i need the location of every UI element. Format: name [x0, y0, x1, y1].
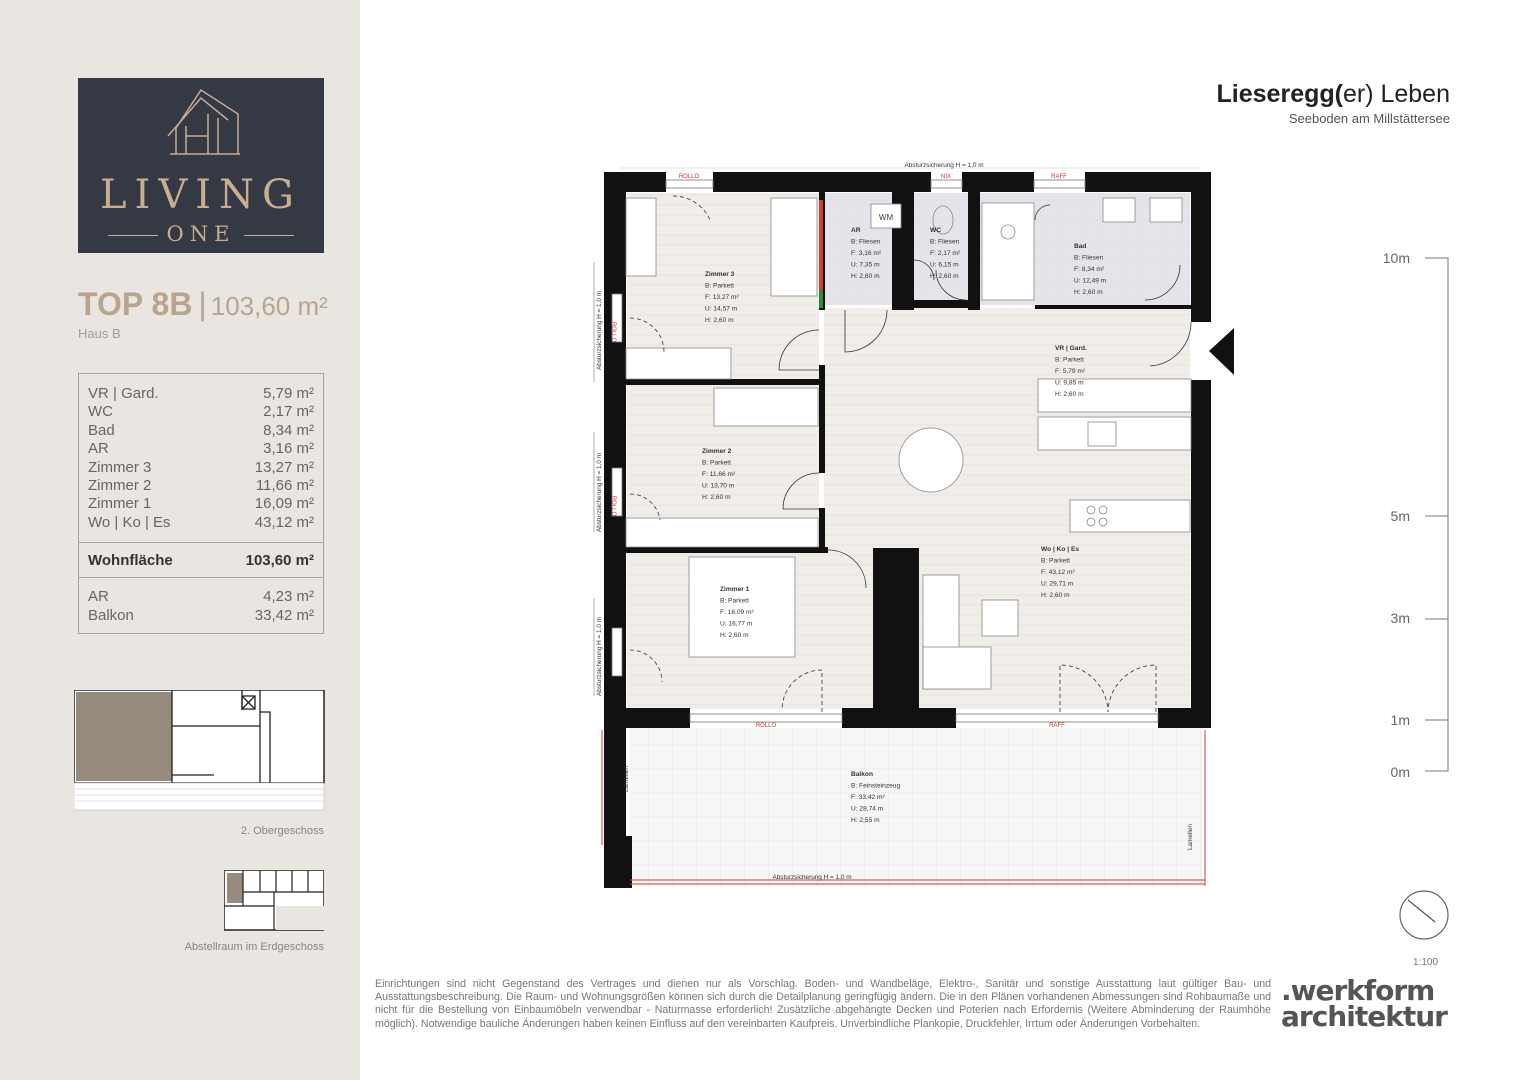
room-detail: H: 2,60 m	[702, 494, 731, 501]
room-detail: H: 2,55 m	[851, 817, 880, 824]
area-row	[79, 588, 323, 606]
area-row-value: 8,34 m²	[263, 421, 314, 439]
room-detail: B: Parkett	[702, 459, 731, 467]
room-detail: F: 8,34 m²	[1074, 266, 1105, 273]
room-detail: H: 2,60 m	[1041, 592, 1070, 599]
room-detail: B: Feinsteinzeug	[851, 782, 901, 790]
area-row-value: 13,27 m²	[254, 458, 314, 476]
room-detail: F: 33,42 m²	[851, 794, 885, 801]
room-detail: B: Fliesen	[851, 238, 881, 246]
height-scale-line	[1370, 250, 1460, 790]
room-detail: U: 16,77 m	[720, 620, 753, 628]
project-title-part2: er	[1342, 80, 1366, 108]
unit-separator: |	[198, 286, 207, 322]
area-row-label: Bad	[88, 421, 115, 439]
house-logo-icon	[78, 78, 324, 168]
project-title-part3: ) Leben	[1365, 80, 1450, 108]
architect-logo-line1: .werkform	[1281, 974, 1435, 1007]
room-detail: U: 29,71 m	[1041, 580, 1074, 588]
wm-label: WM	[878, 213, 894, 222]
lamellen-label-2: Lamellen	[1187, 824, 1194, 850]
storage-keyplan	[224, 870, 324, 932]
room-detail: H: 2,60 m	[720, 632, 749, 639]
unit-heading	[78, 286, 328, 323]
area-row	[79, 495, 323, 513]
entrance-arrow-icon	[1209, 328, 1234, 375]
unit-area: 103,60 m²	[210, 291, 328, 321]
room-detail: F: 16,09 m²	[720, 609, 754, 616]
area-total-label: Wohnfläche	[88, 552, 173, 570]
room-name: AR	[851, 227, 861, 234]
north-arrow-icon	[1399, 890, 1451, 942]
scale-10m: 10m	[1382, 250, 1410, 266]
room-detail: H: 2,60 m	[705, 317, 734, 324]
area-row	[79, 477, 323, 495]
svg-text:ROLLO: ROLLO	[610, 495, 616, 517]
area-row	[79, 607, 323, 625]
room-detail: H: 2,60 m	[1055, 391, 1084, 398]
scale-1m: 1m	[1390, 712, 1410, 728]
room-name: Balkon	[851, 771, 873, 778]
room-name: Zimmer 1	[720, 586, 750, 593]
architect-logo-line2: architektur	[1281, 1000, 1447, 1033]
room-detail: F: 13,27 m²	[705, 294, 739, 301]
railing-top-label: Absturzsicherung H = 1,0 m	[904, 162, 984, 169]
house-label: Haus B	[78, 326, 121, 341]
railing-bottom-label: Absturzsicherung H = 1,0 m	[772, 874, 852, 881]
project-title-part1: Lieseregg(	[1216, 80, 1343, 108]
logo-word-living: LIVING	[99, 172, 302, 218]
room-name: Bad	[1074, 243, 1087, 250]
area-row-label: Balkon	[88, 606, 134, 624]
area-row-value: 3,16 m²	[263, 440, 314, 458]
architect-logo	[1281, 974, 1451, 1033]
room-detail: F: 5,79 m²	[1055, 368, 1086, 375]
room-detail: B: Fliesen	[1074, 254, 1104, 262]
area-row-label: Zimmer 3	[88, 458, 152, 476]
room-detail: H: 2,60 m	[851, 273, 880, 280]
logo-word-one: ONE	[166, 222, 236, 246]
living-one-logo	[78, 78, 324, 253]
room-detail: U: 14,57 m	[705, 305, 738, 313]
floor-plan	[560, 150, 1260, 895]
room-name: Zimmer 3	[705, 271, 735, 278]
floor-keyplan	[74, 690, 326, 812]
room-detail: U: 7,35 m	[851, 261, 880, 269]
area-rows	[79, 374, 323, 542]
room-detail: H: 2,60 m	[1074, 289, 1103, 296]
lamellen-label-1: Lamellen	[623, 766, 630, 792]
scale-ratio: 1:100	[1413, 957, 1439, 968]
rollo-label-2: ROLLO	[755, 723, 777, 729]
room-detail: U: 6,15 m	[930, 261, 959, 269]
raff-label-2: RAFF	[1049, 723, 1065, 729]
rollo-label-1: ROLLO	[678, 174, 700, 180]
area-row-value: 4,23 m²	[263, 588, 314, 606]
project-title	[1217, 80, 1450, 109]
railing-side-label-3: Absturzsicherung H = 1,0 m	[596, 616, 603, 696]
railing-side-label-1: Absturzsicherung H = 1,0 m	[596, 290, 603, 370]
room-detail: F: 43,12 m²	[1041, 569, 1075, 576]
room-detail: F: 3,16 m²	[851, 250, 882, 257]
room-detail: B: Parkett	[1055, 356, 1084, 364]
room-detail: U: 13,70 m	[702, 482, 735, 490]
room-detail: B: Parkett	[1041, 557, 1070, 565]
room-detail: U: 12,49 m	[1074, 277, 1107, 285]
disclaimer-text: Einrichtungen sind nicht Gegenstand des Vertrages und dienen nur als Vorschlag. Boden- und Wandbeläge, Elektro-, Sanitär und sonstige Ausstattung laut gültiger Bau- und Ausstattungsbeschreibung. Die Raum- und Wohnungsgrößen können sich durch die Detailplanung geringfügig ändern. Die in den Plänen vorhandenen Abmessungen sind Rohbaumaße und nicht für die Bestellung von Einbaumöbeln verwendbar - Naturmasse erforderlich! Zusätzliche abgehängte Decken und Poterien nach Erfordernis (Weitere Abminderung der Raumhöhe möglich). Notwendige bauliche Änderungen haben keinen Einfluss auf den vereinbarten Kaufpreis. Unverbindliche Plankopie, Druckfehler, Irrtum oder Änderungen Vorbehalten.	[375, 978, 1271, 1030]
room-detail: U: 28,74 m	[851, 805, 884, 813]
area-row-value: 11,66 m²	[255, 476, 314, 494]
scale-3m: 3m	[1390, 610, 1410, 626]
room-name: VR | Gard.	[1055, 345, 1087, 352]
area-row-label: VR | Gard.	[88, 385, 159, 402]
area-row-value: 5,79 m²	[263, 385, 314, 402]
room-detail: H: 2,60 m	[930, 273, 959, 280]
room-name: Wo | Ko | Es	[1041, 546, 1080, 553]
room-detail: B: Parkett	[720, 597, 749, 605]
area-row-label: AR	[88, 588, 109, 606]
area-row	[79, 459, 323, 477]
area-total-value: 103,60 m²	[245, 552, 314, 570]
area-row-label: WC	[88, 403, 113, 421]
storage-caption: Abstellraum im Erdgeschoss	[184, 941, 324, 953]
raff-label-1: RAFF	[1051, 174, 1067, 180]
sidebar	[0, 0, 360, 1080]
area-row-label: Wo | Ko | Es	[88, 513, 171, 531]
area-extra-rows	[79, 578, 323, 633]
area-row-label: Zimmer 2	[88, 476, 152, 494]
area-row	[79, 385, 323, 403]
area-row	[79, 422, 323, 440]
room-detail: B: Parkett	[705, 282, 734, 290]
svg-text:ROLLO: ROLLO	[610, 321, 616, 343]
room-name: Zimmer 2	[702, 448, 732, 455]
area-row	[79, 514, 323, 532]
room-detail: F: 2,17 m²	[930, 250, 961, 257]
room-detail: F: 11,66 m²	[702, 471, 736, 478]
room-detail: B: Fliesen	[930, 238, 960, 246]
area-table	[78, 373, 324, 634]
area-row-value: 16,09 m²	[254, 495, 314, 513]
area-row-value: 33,42 m²	[254, 606, 314, 624]
project-header	[1217, 80, 1450, 126]
height-scale	[1370, 250, 1460, 790]
area-row	[79, 440, 323, 458]
scale-0m: 0m	[1390, 764, 1410, 780]
room-detail: U: 9,85 m	[1055, 379, 1084, 387]
area-row-value: 2,17 m²	[263, 403, 314, 421]
scale-5m: 5m	[1390, 508, 1410, 524]
area-row-label: AR	[88, 440, 109, 458]
area-row-label: Zimmer 1	[88, 495, 152, 513]
floor-caption: 2. Obergeschoss	[240, 825, 324, 837]
area-row-value: 43,12 m²	[254, 513, 314, 531]
project-subtitle: Seeboden am Millstättersee	[1288, 111, 1450, 126]
unit-name: TOP 8B	[78, 286, 193, 322]
room-name: WC	[930, 227, 941, 234]
area-row	[79, 403, 323, 421]
railing-side-label-2: Absturzsicherung H = 1,0 m	[596, 452, 603, 532]
area-total-row	[79, 542, 323, 578]
nix-label: NIX	[940, 174, 952, 180]
